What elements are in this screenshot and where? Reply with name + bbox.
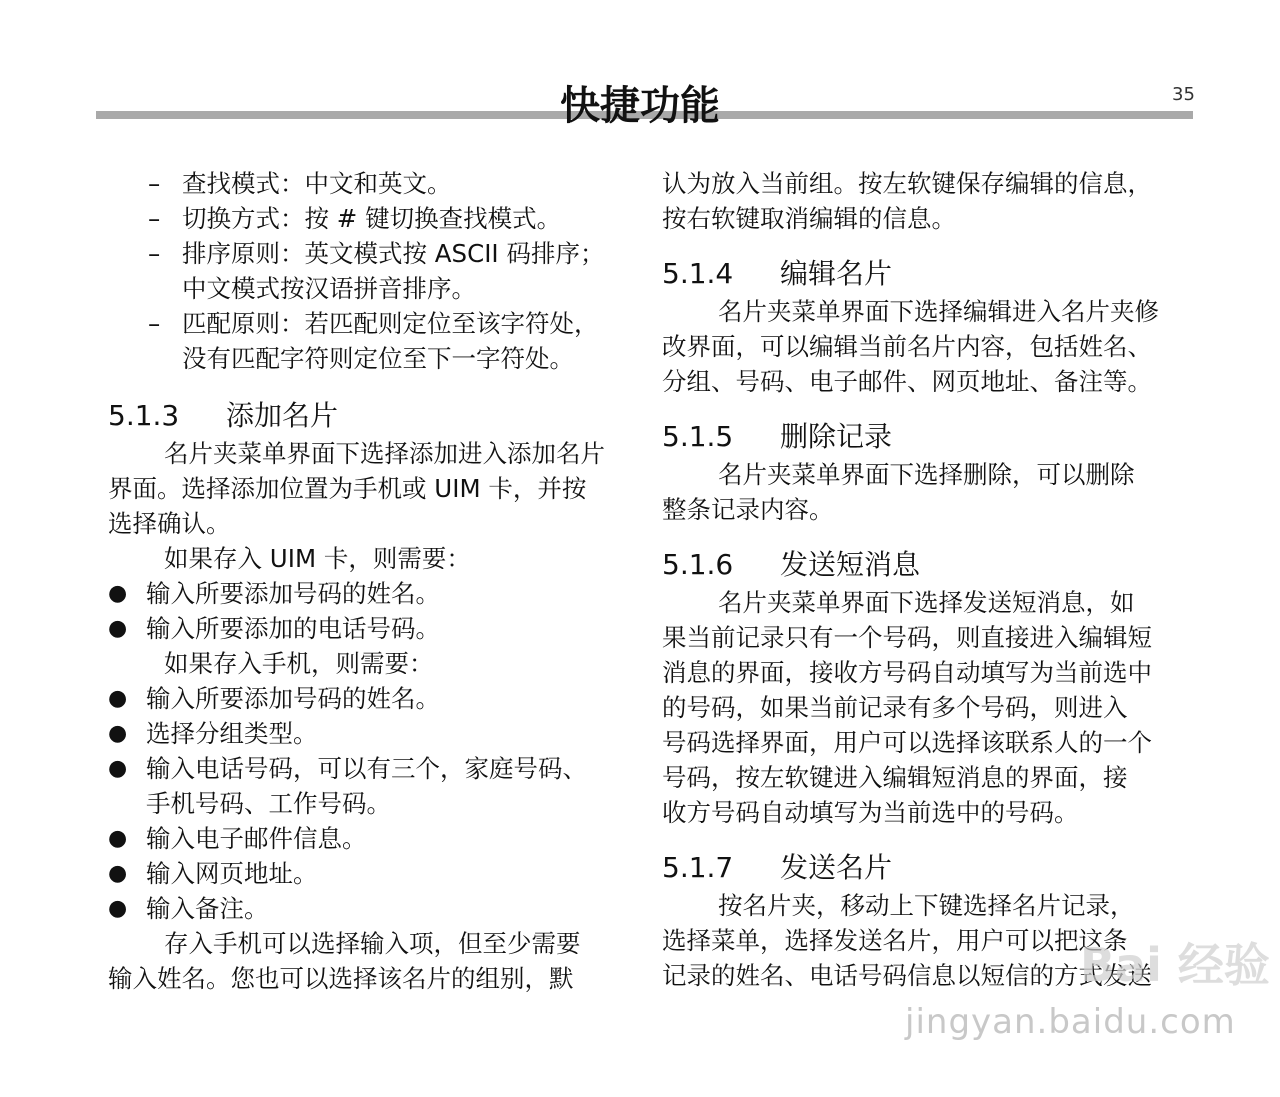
watermark-logo: Bai 经验: [1080, 938, 1270, 992]
paragraph: 存入手机可以选择输入项，但至少需要: [164, 929, 581, 958]
paragraph: 记录的姓名、电话号码信息以短信的方式发送: [662, 961, 1152, 990]
section-heading-517: 5.1.7 发送名片: [662, 851, 893, 884]
section-heading-514: 5.1.4 编辑名片: [662, 257, 893, 290]
list-item: ● 输入备注。: [108, 894, 269, 923]
section-heading-513: 5.1.3 添加名片: [108, 399, 339, 432]
paragraph: 名片夹菜单界面下选择添加进入添加名片: [164, 439, 605, 468]
paragraph: 如果存入手机，则需要：: [164, 649, 434, 678]
list-item: – 匹配原则：若匹配则定位至该字符处， 没有匹配字符则定位至下一字符处。: [148, 309, 599, 373]
paragraph: 按右软键取消编辑的信息。: [662, 204, 956, 233]
paragraph: 改界面，可以编辑当前名片内容，包括姓名、: [662, 332, 1152, 361]
right-column: [662, 166, 1186, 993]
paragraph: 名片夹菜单界面下选择编辑进入名片夹修: [718, 297, 1159, 326]
paragraph: 输入姓名。您也可以选择该名片的组别，默: [108, 964, 574, 993]
paragraph: 认为放入当前组。按左软键保存编辑的信息，: [662, 169, 1152, 198]
list-item: ● 输入网页地址。: [108, 859, 318, 888]
section-heading-516: 5.1.6 发送短消息: [662, 548, 921, 581]
list-item: ● 输入电子邮件信息。: [108, 824, 367, 853]
list-item: – 切换方式：按 # 键切换查找模式。: [148, 204, 562, 233]
paragraph: 如果存入 UIM 卡，则需要：: [164, 544, 471, 573]
list-item: – 查找模式：中文和英文。: [148, 169, 452, 198]
paragraph: 名片夹菜单界面下选择发送短消息，如: [718, 588, 1135, 617]
section-heading-515: 5.1.5 删除记录: [662, 420, 893, 453]
paragraph: 号码，按左软键进入编辑短消息的界面，接: [662, 763, 1128, 792]
paragraph: 消息的界面，接收方号码自动填写为当前选中: [662, 658, 1152, 687]
list-item: ● 输入所要添加号码的姓名。: [108, 684, 440, 713]
paragraph: 的号码，如果当前记录有多个号码，则进入: [662, 693, 1128, 722]
paragraph: 选择菜单，选择发送名片，用户可以把这条: [662, 926, 1128, 955]
paragraph: 选择确认。: [108, 509, 231, 538]
paragraph: 收方号码自动填写为当前选中的号码。: [662, 798, 1079, 827]
page-number: 35: [1172, 84, 1195, 105]
paragraph: 整条记录内容。: [662, 495, 834, 524]
list-item: ● 输入所要添加号码的姓名。: [108, 579, 440, 608]
list-item: ● 输入电话号码，可以有三个，家庭号码、 手机号码、工作号码。: [108, 754, 587, 818]
watermark-url: jingyan.baidu.com: [905, 1002, 1236, 1042]
list-item: – 排序原则：英文模式按 ASCII 码排序； 中文模式按汉语拼音排序。: [148, 239, 605, 303]
paragraph: 果当前记录只有一个号码，则直接进入编辑短: [662, 623, 1152, 652]
paragraph: 名片夹菜单界面下选择删除，可以删除: [718, 460, 1135, 489]
list-item: ● 输入所要添加的电话号码。: [108, 614, 440, 643]
paragraph: 按名片夹，移动上下键选择名片记录，: [718, 891, 1135, 920]
paragraph: 号码选择界面，用户可以选择该联系人的一个: [662, 728, 1152, 757]
list-item: ● 选择分组类型。: [108, 719, 318, 748]
paragraph: 分组、号码、电子邮件、网页地址、备注等。: [662, 367, 1152, 396]
left-column: [108, 166, 632, 996]
paragraph: 界面。选择添加位置为手机或 UIM 卡，并按: [108, 474, 587, 503]
page-title: 快捷功能: [560, 83, 720, 129]
